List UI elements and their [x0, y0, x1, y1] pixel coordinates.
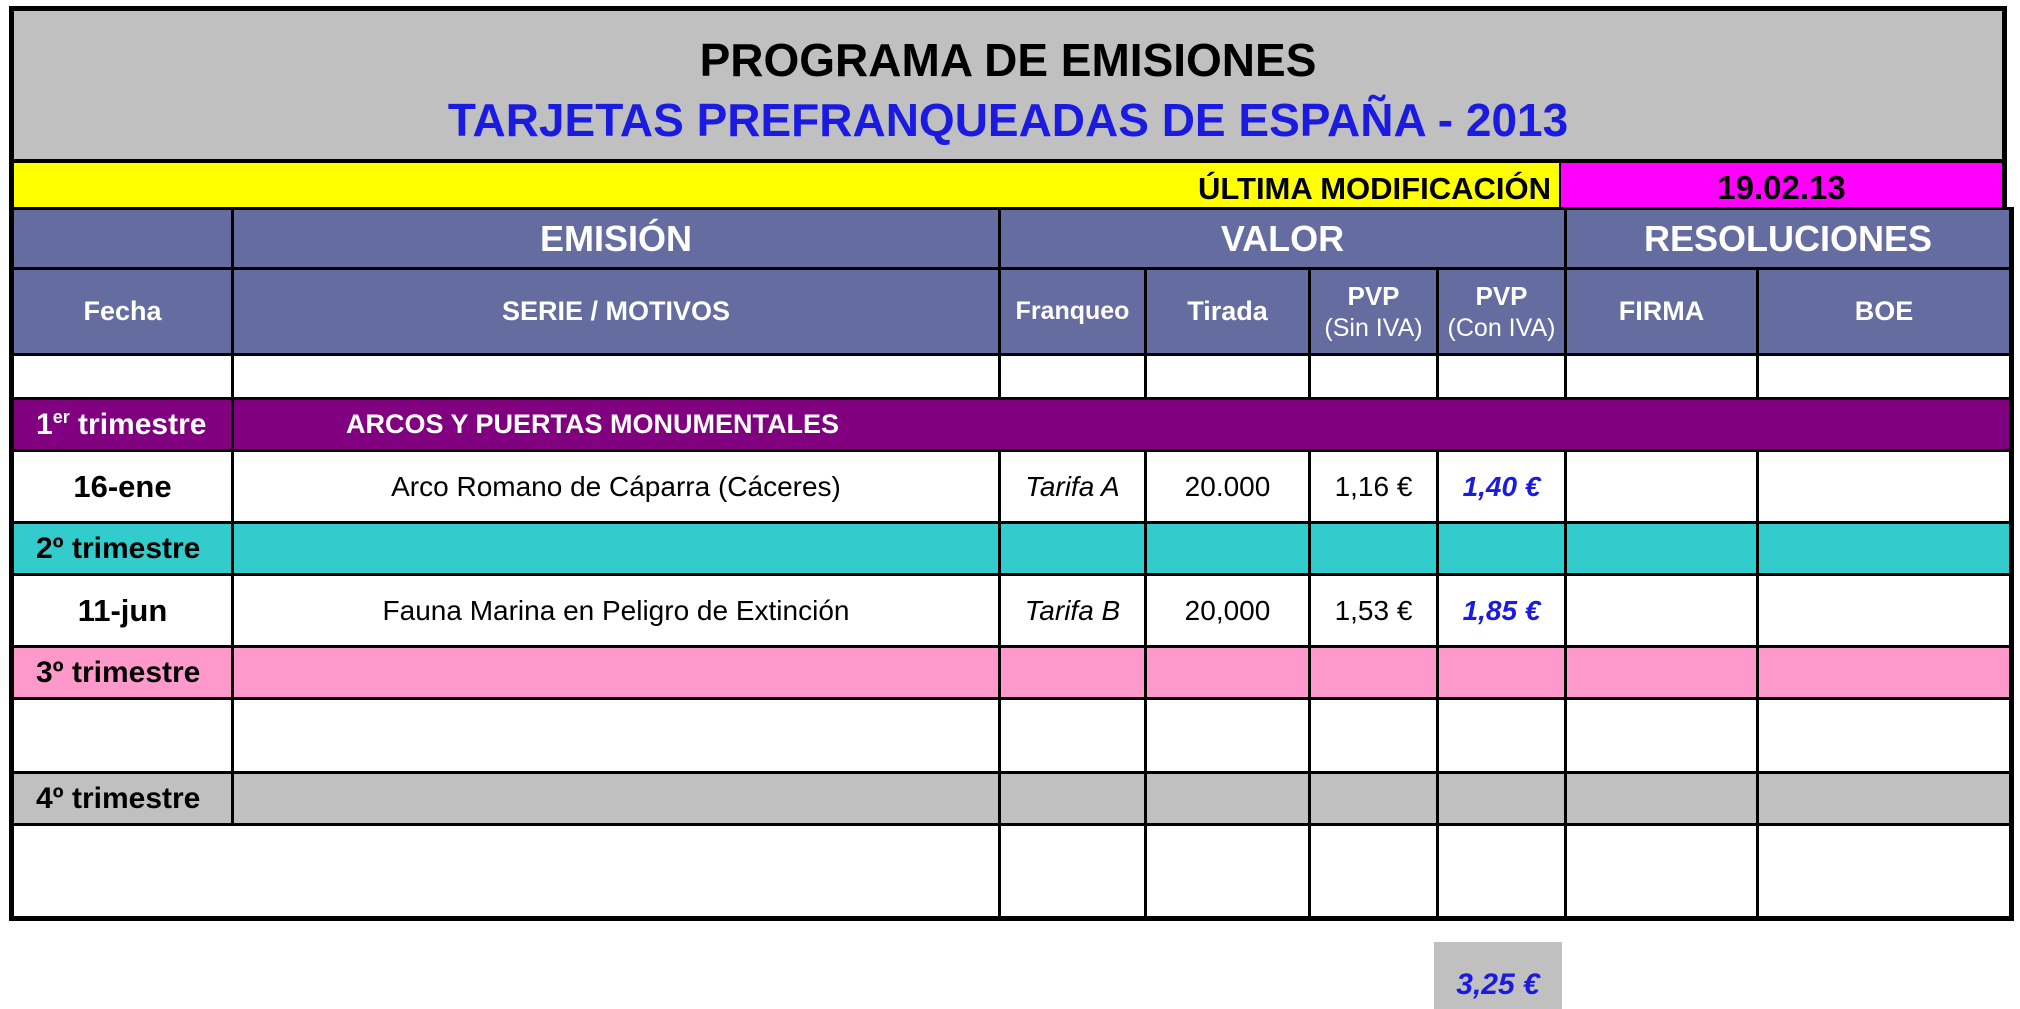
quarter-row-3	[12, 647, 2012, 699]
quarter-label-3: 3º trimestre	[12, 647, 233, 699]
emission-motif: Arco Romano de Cáparra (Cáceres)	[233, 451, 1000, 523]
emission-row	[12, 451, 2012, 523]
quarter-label-1: 1er trimestre	[12, 399, 233, 451]
group-header-blank	[12, 209, 233, 269]
col-header-firma: FIRMA	[1566, 269, 1758, 355]
col-header-pvp-con-iva	[1438, 269, 1566, 355]
page-subtitle: TARJETAS PREFRANQUEADAS DE ESPAÑA - 2013	[447, 94, 1569, 146]
col-header-serie: SERIE / MOTIVOS	[233, 269, 1000, 355]
group-header-valor: VALOR	[1000, 209, 1566, 269]
emission-pvp-sin-iva: 1,53 €	[1310, 575, 1438, 647]
emission-row	[12, 575, 2012, 647]
emission-boe	[1758, 451, 2012, 523]
group-header-emision: EMISIÓN	[233, 209, 1000, 269]
col-header-fecha: Fecha	[12, 269, 233, 355]
emission-date: 11-jun	[12, 575, 233, 647]
emission-franqueo: Tarifa A	[1000, 451, 1146, 523]
emission-firma	[1566, 575, 1758, 647]
emission-tirada: 20,000	[1146, 575, 1310, 647]
emission-tirada: 20.000	[1146, 451, 1310, 523]
pvp-label: PVP	[1347, 280, 1400, 311]
group-header-row	[12, 209, 2012, 269]
total-cell	[1434, 942, 1562, 1009]
emission-date: 16-ene	[12, 451, 233, 523]
last-modification-date-cell	[1559, 159, 2007, 207]
last-modification-label: ÚLTIMA MODIFICACIÓN	[1197, 171, 1551, 206]
col-header-tirada: Tirada	[1146, 269, 1310, 355]
col-header-pvp-sin-iva	[1310, 269, 1438, 355]
emission-boe	[1758, 575, 2012, 647]
blank-row	[12, 355, 2012, 399]
sheet-header	[9, 6, 2007, 159]
last-modification-bar	[9, 159, 1559, 207]
group-header-resoluciones: RESOLUCIONES	[1566, 209, 2012, 269]
emission-pvp-con-iva: 1,85 €	[1438, 575, 1566, 647]
emissions-table	[9, 207, 2014, 921]
quarter-row-4	[12, 773, 2012, 825]
total-value: 3,25 €	[1456, 968, 1540, 1001]
quarter-label-4: 4º trimestre	[12, 773, 233, 825]
page-title: PROGRAMA DE EMISIONES	[699, 34, 1317, 86]
column-header-row	[12, 269, 2012, 355]
emission-motif: Fauna Marina en Peligro de Extinción	[233, 575, 1000, 647]
quarter-label-2: 2º trimestre	[12, 523, 233, 575]
emission-pvp-sin-iva: 1,16 €	[1310, 451, 1438, 523]
emission-pvp-con-iva: 1,40 €	[1438, 451, 1566, 523]
pvp-label: PVP	[1475, 280, 1528, 311]
quarter-row-2	[12, 523, 2012, 575]
emission-franqueo: Tarifa B	[1000, 575, 1146, 647]
sin-iva-label: (Sin IVA)	[1324, 313, 1423, 342]
con-iva-label: (Con IVA)	[1447, 313, 1556, 342]
quarter-series-1: ARCOS Y PUERTAS MONUMENTALES	[233, 399, 2012, 451]
empty-row	[12, 699, 2012, 773]
quarter-row-1	[12, 399, 2012, 451]
col-header-boe: BOE	[1758, 269, 2012, 355]
empty-row	[12, 825, 2012, 919]
last-modification-date: 19.02.13	[1717, 169, 1846, 206]
emission-firma	[1566, 451, 1758, 523]
col-header-franqueo: Franqueo	[1000, 269, 1146, 355]
